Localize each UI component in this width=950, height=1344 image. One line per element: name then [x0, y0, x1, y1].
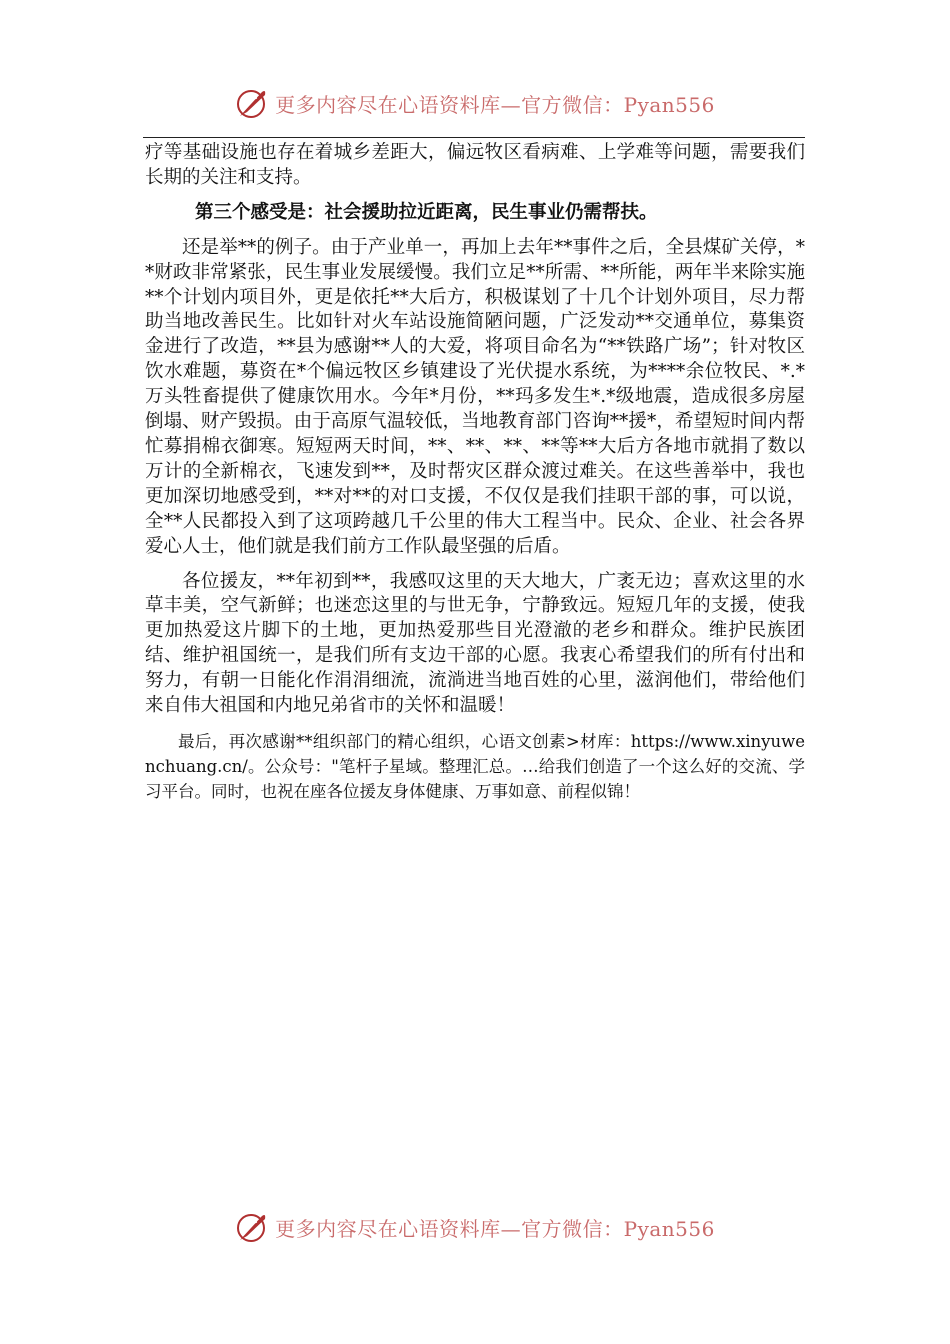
header-divider [143, 137, 805, 138]
paragraph-closing: 最后，再次感谢**组织部门的精心组织，心语文创素>材库：https://www.xinyuwenchuang.cn/。公众号："笔杆子星域。整理汇总。…给我们创造了一个这么好的交流、学习平台。同时，也祝在座各位援友身体健康、万事如意、前程似锦！ [145, 731, 805, 801]
quill-logo-icon [235, 86, 269, 120]
paragraph-continued: 疗等基础设施也存在着城乡差距大，偏远牧区看病难、上学难等问题，需要我们长期的关注和支持。 [145, 142, 805, 188]
footer-watermark [0, 1210, 950, 1244]
watermark-text: 更多内容尽在心语资料库—官方微信：Pyan556 [275, 1216, 715, 1241]
paragraph-colleagues: 各位援友，**年初到**，我感叹这里的天大地大，广袤无边；喜欢这里的水草丰美，空气新鲜；也迷恋这里的与世无争，宁静致远。短短几年的支援，使我更加热爱这片脚下的土地，更加热爱那些目光澄澈的老乡和群众。维护民族团结、维护祖国统一，是我们所有支边干部的心愿。我衷心希望我们的所有付出和努力，有朝一日能化作涓涓细流，流淌进当地百姓的心里，滋润他们，带给他们来自伟大祖国和内地兄弟省市的关怀和温暖！ [145, 570, 805, 717]
quill-logo-icon [235, 1210, 269, 1244]
document-body [145, 141, 805, 804]
watermark-text: 更多内容尽在心语资料库—官方微信：Pyan556 [275, 92, 715, 117]
paragraph-social-aid: 还是举**的例子。由于产业单一，再加上去年**事件之后，全县煤矿关停，**财政非常紧张，民生事业发展缓慢。我们立足**所需、**所能，两年半来除实施**个计划内项目外，更是依托**大后方，积极谋划了十几个计划外项目，尽力帮助当地改善民生。比如针对火车站设施简陋问题，广泛发动**交通单位，募集资金进行了改造，**县为感谢**人的大爱，将项目命名为“**铁路广场”；针对牧区饮水难题，募资在*个偏远牧区乡镇建设了光伏提水系统，为****余位牧民、*.*万头牲畜提供了健康饮用水。今年*月份，**玛多发生*.*级地震，造成很多房屋倒塌、财产毁损。由于高原气温较低，当地教育部门咨询**援*，希望短时间内帮忙募捐棉衣御寒。短短两天时间，**、**、**、**等**大后方各地市就捐了数以万计的全新棉衣，飞速发到**，及时帮灾区群众渡过难关。在这些善举中，我也更加深切地感受到，**对**的对口支援，不仅仅是我们挂职干部的事，可以说，全**人民都投入到了这项跨越几千公里的伟大工程当中。民众、企业、社会各界爱心人士，他们就是我们前方工作队最坚强的后盾。 [145, 236, 805, 557]
section-heading: 第三个感受是：社会援助拉近距离，民生事业仍需帮扶。 [194, 201, 658, 223]
header-watermark [0, 86, 950, 120]
